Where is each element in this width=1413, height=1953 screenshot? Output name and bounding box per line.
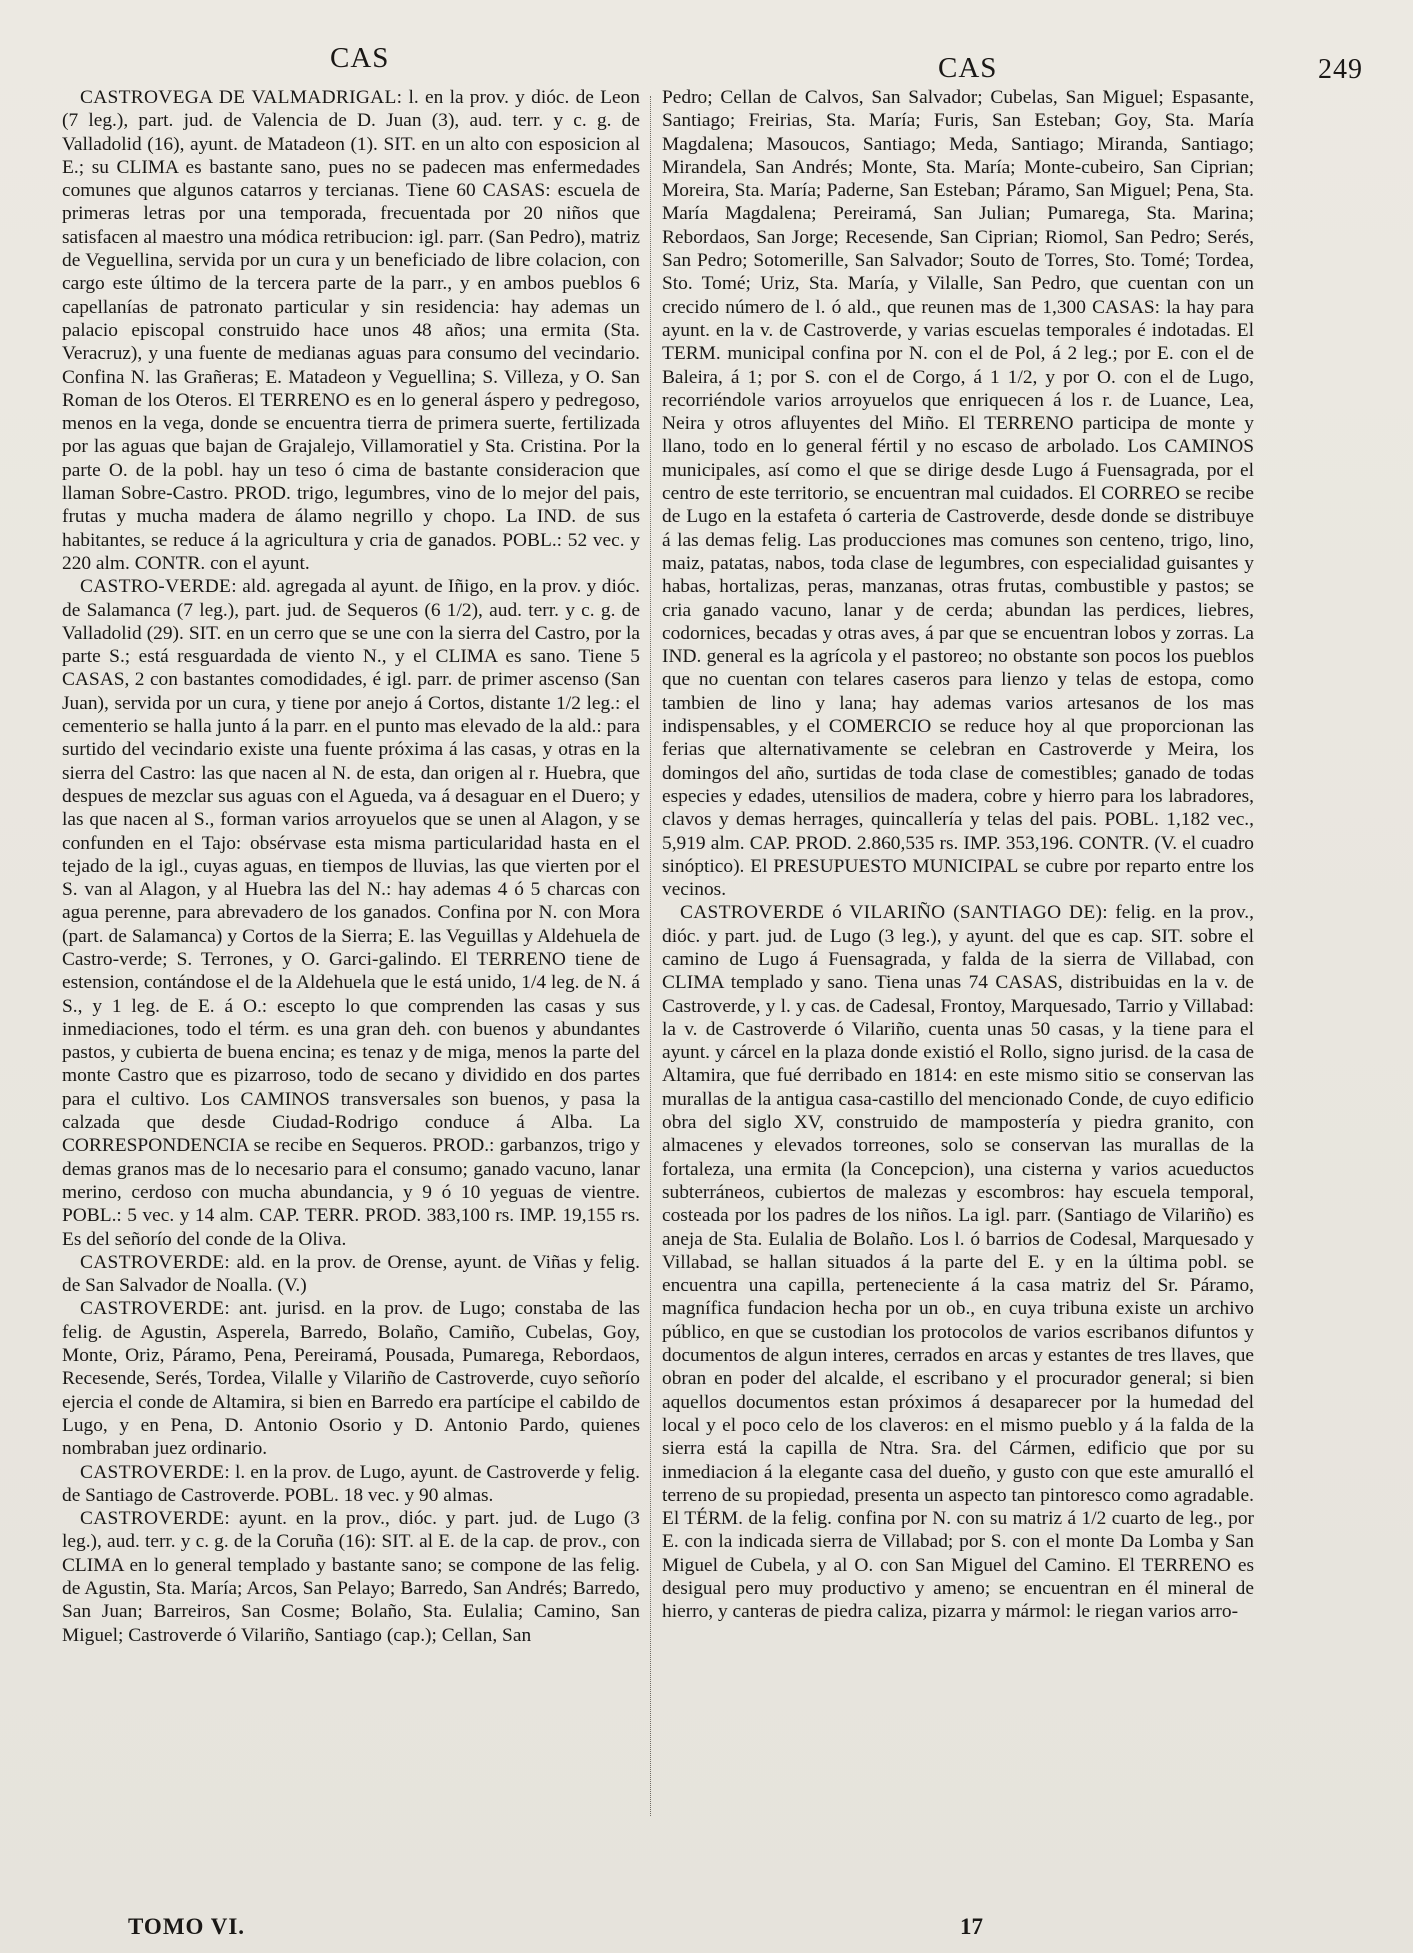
running-header <box>70 42 1363 86</box>
header-left: CAS <box>330 42 390 74</box>
entry <box>662 901 1254 1623</box>
entry-head: CASTROVEGA DE VALMADRIGAL: <box>80 87 403 108</box>
entry-text: l. en la prov. y dióc. de Leon (7 leg.), part. jud. de Valencia de D. Juan (3), aud. terr. y c. g. de Valladolid (16), ayunt. de Matadeon (1). SIT. en un alto con esposicion al E.; su CLIMA es bastante sano, pues no se padecen mas enfermedades comunes que algunos catarros y tercianas. Tiene 60 CASAS: escuela de primeras letras por una temporada, frecuentada por 20 niños que satisfacen al maestro una módica retribucion: igl. parr. (San Pedro), matriz de Veguellina, servida por un cura y un beneficiado de libre colacion, con cargo este último de la tercera parte de la parr., y en ambos pueblos 6 capellanías de patronato particular y sin residencia: hay ademas un palacio episcopal construido hace unos 48 años; una ermita (Sta. Veracruz), y una fuente de medianas aguas para consumo del vecindario. Confina N. las Grañeras; E. Matadeon y Veguellina; S. Villeza, y O. San Roman de los Oteros. El TERRENO es en lo general áspero y pedregoso, menos en la vega, donde se encuentra tierra de primera suerte, fertilizada por las aguas que bajan de Grajalejo, Villamoratiel y Sta. Cristina. Por la parte O. de la pobl. hay un teso ó cima de bastante consideracion que llaman Sobre-Castro. PROD. trigo, legumbres, vino de lo mejor del pais, frutas y mucha madera de álamo negrillo y chopo. La IND. de sus habitantes, se reduce á la agricultura y cria de ganados. POBL.: 52 vec. y 220 alm. CONTR. con el ayunt. <box>62 87 640 574</box>
entry-head: CASTROVERDE: <box>80 1298 231 1320</box>
entry <box>62 86 640 575</box>
entry <box>62 1461 640 1508</box>
entry-head: CASTRO-VERDE: <box>80 576 237 598</box>
column-divider <box>650 96 651 1816</box>
entry <box>62 1297 640 1460</box>
entry-head: CASTROVERDE: <box>80 1461 231 1483</box>
entry-head: CASTROVERDE: <box>80 1508 231 1530</box>
entry-text: ayunt. en la prov., dióc. y part. jud. de Lugo (3 leg.), aud. terr. y c. g. de la Coruña (16): SIT. al E. de la cap. de prov., con CLIMA en lo general templado y bastante sano; se compone de las felig. de Agustin, Sta. María; Arcos, San Pelayo; Barredo, San Andrés; Barredo, San Juan; Barreiros, San Cosme; Bolaño, Sta. Eulalia; Camino, San Miguel; Castroverde ó Vilariño, Santiago (cap.); Cellan, San <box>62 1508 640 1646</box>
right-column <box>662 86 1254 1624</box>
entry <box>62 575 640 1251</box>
entry <box>62 1251 640 1298</box>
entry-text: ald. agregada al ayunt. de Iñigo, en la prov. y dióc. de Salamanca (7 leg.), part. jud. de Sequeros (6 1/2), aud. terr. y c. g. de Valladolid (29). SIT. en un cerro que se une con la sierra del Castro, por la parte S.; está resguardada de viento N., y el CLIMA es sano. Tiene 5 CASAS, 2 con bastantes comodidades, é igl. parr. de primer ascenso (San Juan), servida por un cura, y tiene por anejo á Cortos, distante 1/2 leg.: el cementerio se halla junto á la parr. en el punto mas elevado de la ald.: para surtido del vecindario existe una fuente próxima á las casas, y otras en la sierra del Castro: las que nacen al N. de esta, dan origen al r. Huebra, que despues de mezclar sus aguas con el Agueda, va á desaguar en el Duero; y las que nacen al S., forman varios arroyuelos que se unen al Alagon, y se confunden en el Tajo: obsérvase esta misma particularidad hasta en el tejado de la igl., cuyas aguas, en tiempos de lluvias, las que vierten por el S. van al Alagon, y al Huebra las del N.: hay ademas 4 ó 5 charcas con agua perenne, para abrevadero de los ganados. Confina por N. con Mora (part. de Salamanca) y Cortos de la Sierra; E. las Veguillas y Aldehuela de Castro-verde; S. Terrones, y O. Garci-galindo. El TERRENO tiene de estension, contándose el de la Aldehuela que le está unido, 1/4 leg. de N. á S., y 1 leg. de E. á O.: escepto lo que comprenden las casas y sus inmediaciones, todo el térm. es una gran deh. con buenos y abundantes pastos, y cubierta de buena encina; es tenaz y de miga, menos la parte del monte Castro que es pizarroso, todo de secano y dividido en dos partes para el cultivo. Los CAMINOS transversales son buenos, y pasa la calzada que desde Ciudad-Rodrigo conduce á Alba. La CORRESPONDENCIA se recibe en Sequeros. PROD.: garbanzos, trigo y demas granos mas de lo necesario para el consumo; ganado vacuno, lanar merino, cerdoso con mucha abundancia, y 9 ó 10 yeguas de vientre. POBL.: 5 vec. y 14 alm. CAP. TERR. PROD. 383,100 rs. IMP. 19,155 rs. Es del señorío del conde de la Oliva. <box>62 576 640 1250</box>
entry-text: l. en la prov. de Lugo, ayunt. de Castroverde y felig. de Santiago de Castroverde. POBL. 18 vec. y 90 almas. <box>62 1461 640 1506</box>
header-right: CAS <box>938 52 998 84</box>
page-number: 249 <box>1318 54 1363 85</box>
signature-mark: 17 <box>960 1914 983 1939</box>
entry-text: Pedro; Cellan de Calvos, San Salvador; Cubelas, San Miguel; Espasante, Santiago; Freirias, Sta. María; Furis, San Esteban; Goy, Sta. María Magdalena; Masoucos, Santiago; Meda, Santiago; Miranda, Santiago; Mirandela, San Andrés; Monte, Sta. María; Monte-cubeiro, San Ciprian; Moreira, Sta. María; Paderne, San Esteban; Páramo, San Miguel; Pena, Sta. María Magdalena; Pereiramá, San Julian; Pumarega, Sta. Marina; Rebordaos, San Jorge; Recesende, San Ciprian; Riomol, San Pedro; Serés, San Pedro; Sotomerille, San Salvador; Souto de Torres, Sto. Tomé; Tordea, Sto. Tomé; Uriz, Sta. María, y Vilalle, San Pedro, que cuentan con un crecido número de l. ó ald., que reunen mas de 1,300 CASAS: la hay para ayunt. en la v. de Castroverde, y varias escuelas temporales é indotadas. El TERM. municipal confina por N. con el de Pol, á 2 leg.; por E. con el de Baleira, á 1; por S. con el de Corgo, á 1 1/2, y por O. con el de Lugo, recorriéndole varios arroyuelos que enriquecen á los r. de Luance, Lea, Neira y otros afluyentes del Miño. El TERRENO participa de monte y llano, todo en lo general fértil y no escaso de arbolado. Los CAMINOS municipales, así como el que se dirige desde Lugo á Fuensagrada, por el centro de este territorio, se encuentran mal cuidados. El CORREO se recibe de Lugo en la estafeta ó carteria de Castroverde, desde donde se distribuye á las demas felig. Las producciones mas comunes son centeno, trigo, lino, maiz, patatas, nabos, toda clase de legumbres, con especialidad guisantes y habas, hortalizas, peras, manzanas, otras frutas, combustible y pastos; se cria ganado vacuno, lanar y de cerda; abundan las perdices, liebres, codornices, becadas y otras aves, á par que se encuentran lobos y zorras. La IND. general es la agrícola y el pastoreo; no obstante son pocos los pueblos que no cuentan con telares caseros para lienzo y telas de estopa, como tambien de lino y lana; hay ademas varios artesanos de los mas indispensables, y el COMERCIO se reduce hoy al que proporcionan las ferias que alternativamente se celebran en Castroverde y Meira, los domingos del año, surtidas de toda clase de comestibles; ganado de todas especies y edades, utensilios de madera, cobre y hierro para los labradores, clavos y demas herrages, quincallería y telas del pais. POBL. 1,182 vec., 5,919 alm. CAP. PROD. 2.860,535 rs. IMP. 353,196. CONTR. (V. el cuadro sinóptico). El PRESUPUESTO MUNICIPAL se cubre por reparto entre los vecinos. <box>662 87 1254 901</box>
entry-head: CASTROVERDE ó VILARIÑO (SANTIAGO DE): <box>680 902 1108 924</box>
entry-continuation <box>662 86 1254 901</box>
entry-text: ald. en la prov. de Orense, ayunt. de Viñas y felig. de San Salvador de Noalla. (V.) <box>62 1251 640 1297</box>
entry-head: CASTROVERDE: <box>80 1251 231 1273</box>
volume-label: TOMO VI. <box>128 1914 246 1939</box>
entry <box>62 1507 640 1647</box>
entry-text: ant. jurisd. en la prov. de Lugo; constaba de las felig. de Agustin, Asperela, Barredo, Bolaño, Camiño, Cubelas, Goy, Monte, Oriz, Páramo, Pena, Pereiramá, Pousada, Pumarega, Rebordaos, Recesende, Serés, Tordea, Vilalle y Vilariño de Castroverde, cuyo señorío ejercia el conde de Altamira, si bien en Barredo era partícipe el cabildo de Lugo, y en Pena, D. Antonio Osorio y D. Antonio Pardo, quienes nombraban juez ordinario. <box>62 1298 640 1460</box>
left-column <box>62 86 640 1647</box>
entry-text: felig. en la prov., dióc. y part. jud. de Lugo (3 leg.), y ayunt. del que es cap. SIT. sobre el camino de Lugo á Fuensagrada, y falda de la sierra de Villabad, con CLIMA templado y sano. Tiena unas 74 CASAS, distribuidas en la v. de Castroverde, y l. y cas. de Cadesal, Frontoy, Marquesado, Tarrio y Villabad: la v. de Castroverde ó Vilariño, cuenta unas 50 casas, y la tiene para el ayunt. y cárcel en la plaza donde existió el Rollo, signo jurisd. de la casa de Altamira, que fué derribado en 1814: en este mismo sitio se conservan las murallas de la antigua casa-castillo del mencionado Conde, de cuyo edificio obra del siglo XV, construido de mampostería y piedra granito, con almacenes y elevados torreones, solo se conservan las murallas de la fortaleza, una ermita (la Concepcion), una cisterna y varios acueductos subterráneos, cubiertos de malezas y escombros: hay escuela temporal, costeada por los padres de los niños. La igl. parr. (Santiago de Vilariño) es aneja de Sta. Eulalia de Bolaño. Los l. ó barrios de Codesal, Marquesado y Villabad, se hallan situados á la parte del E. y en la última pobl. se encuentra una capilla, perteneciente á la casa matriz del Sr. Páramo, magnífica fundacion hecha por un ob., en cuya tribuna existe un archivo público, en que se custodian los protocolos de varios escribanos difuntos y documentos de algun interes, cerrados en arcas y estantes de tres llaves, que obran en poder del alcalde, el escribano y el procurador general; si bien aquellos documentos estan próximos á desaparecer por la humedad del local y el poco celo de los claveros: en el mismo pueblo y á la falda de la sierra está la capilla de Ntra. Sra. del Cármen, edificio que por su inmediacion á la elegante casa del dueño, y gusto con que este amuralló el terreno de su propiedad, presenta un aspecto tan pintoresco como agradable. El TÉRM. de la felig. confina por N. con su matriz á 1/2 cuarto de leg., por E. con la indicada sierra de Villabad; por S. con el monte Da Lomba y San Miguel de Cubela, y al O. con San Miguel del Camino. El TERRENO es desigual pero muy productivo y ameno; se encuentran en él mineral de hierro, y canteras de piedra caliza, pizarra y mármol: le riegan varios arro- <box>662 902 1254 1623</box>
